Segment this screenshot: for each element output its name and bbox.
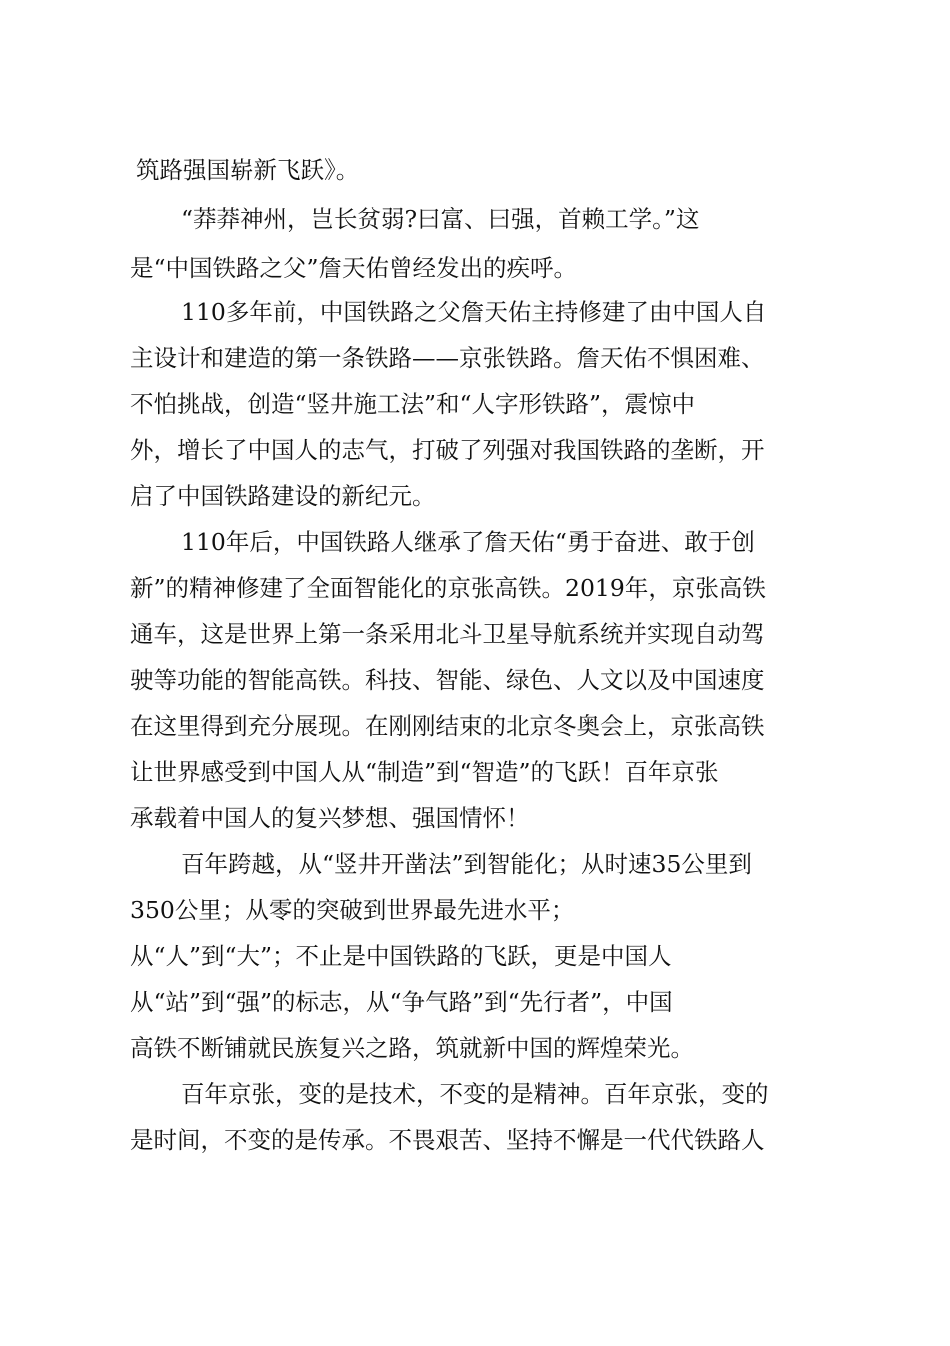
text-line: 是时间，不变的是传承。不畏艰苦、坚持不懈是一代代铁路人 [130,1126,765,1154]
text-line: “莽莽神州，岂长贫弱?曰富、曰强，首赖工学。”这 [181,205,700,233]
text-line: 驶等功能的智能高铁。科技、智能、绿色、人文以及中国速度 [130,666,765,694]
text-line: 让世界感受到中国人从“制造”到“智造”的飞跃！百年京张 [130,758,719,786]
text-line: 启了中国铁路建设的新纪元。 [130,482,436,510]
text-line: 从“人”到“大”；不止是中国铁路的飞跃，更是中国人 [130,942,672,970]
text-line: 110多年前，中国铁路之父詹天佑主持修建了由中国人自 [181,298,767,326]
text-line: 在这里得到充分展现。在刚刚结束的北京冬奥会上，京张高铁 [130,712,765,740]
text-line: 是“中国铁路之父”詹天佑曾经发出的疾呼。 [130,254,578,282]
text-line: 百年京张，变的是技术，不变的是精神。百年京张，变的 [181,1080,769,1108]
text-line: 110年后，中国铁路人继承了詹天佑“勇于奋进、敢于创 [181,528,755,556]
text-line: 承载着中国人的复兴梦想、强国情怀！ [130,804,530,832]
text-line: 主设计和建造的第一条铁路——京张铁路。詹天佑不惧困难、 [130,344,765,372]
text-line: 通车，这是世界上第一条采用北斗卫星导航系统并实现自动驾 [130,620,765,648]
text-line: 350公里；从零的突破到世界最先进水平； [130,896,575,924]
text-line: 百年跨越，从“竖井开凿法”到智能化；从时速35公里到 [181,850,752,878]
text-line: 高铁不断铺就民族复兴之路，筑就新中国的辉煌荣光。 [130,1034,694,1062]
text-line: 从“站”到“强”的标志，从“争气路”到“先行者”，中国 [130,988,673,1016]
text-line: 筑路强国崭新飞跃》。 [136,156,360,184]
text-line: 新”的精神修建了全面智能化的京张高铁。2019年，京张高铁 [130,574,766,602]
text-line: 不怕挑战，创造“竖井施工法”和“人字形铁路”，震惊中 [130,390,696,418]
text-line: 外，增长了中国人的志气，打破了列强对我国铁路的垄断，开 [130,436,765,464]
